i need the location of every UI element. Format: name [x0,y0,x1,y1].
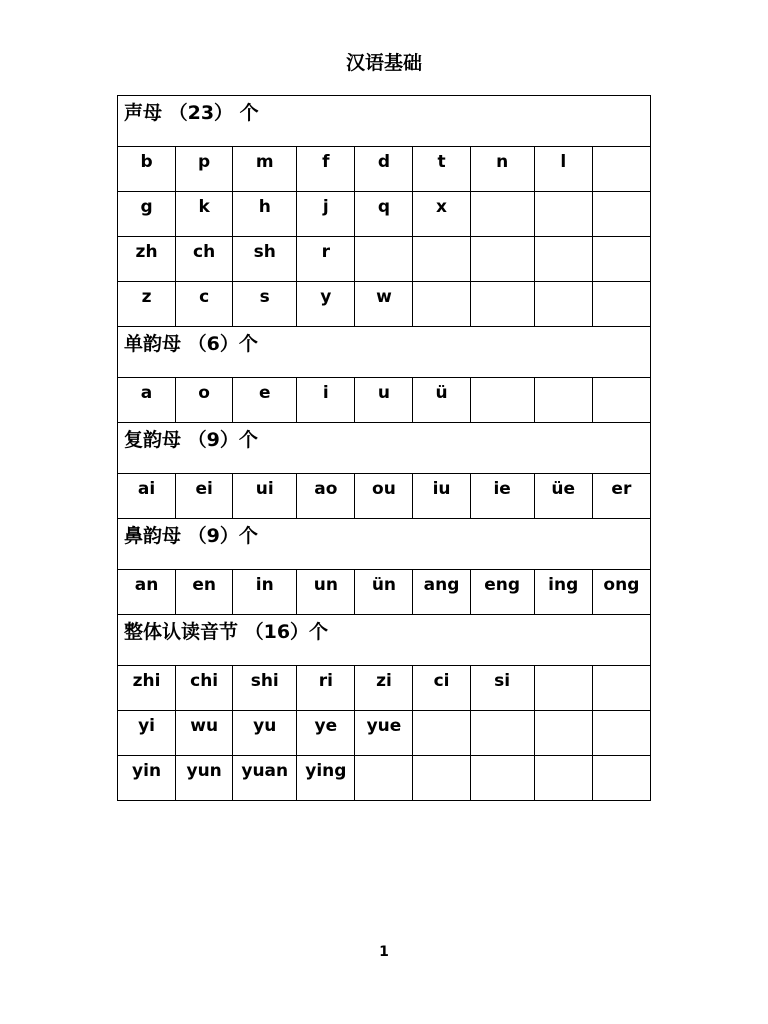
pinyin-cell [470,237,534,282]
pinyin-cell: l [534,147,592,192]
table-row [118,237,651,282]
pinyin-cell [534,756,592,801]
section-header-row [118,96,651,147]
table-row [118,282,651,327]
section-header-row [118,615,651,666]
pinyin-cell: ün [355,570,413,615]
pinyin-cell [413,756,470,801]
pinyin-cell: ci [413,666,470,711]
pinyin-cell [592,756,650,801]
pinyin-cell: sh [233,237,297,282]
pinyin-cell [592,192,650,237]
pinyin-cell [470,711,534,756]
pinyin-cell: yin [118,756,176,801]
pinyin-cell: in [233,570,297,615]
pinyin-cell: i [297,378,355,423]
section-heading: 整体认读音节 （16）个 [118,615,651,666]
pinyin-cell: en [176,570,233,615]
section-header-row [118,519,651,570]
pinyin-cell: j [297,192,355,237]
pinyin-cell: er [592,474,650,519]
table-row [118,570,651,615]
pinyin-cell: b [118,147,176,192]
pinyin-cell: ai [118,474,176,519]
pinyin-cell: si [470,666,534,711]
pinyin-cell: ie [470,474,534,519]
pinyin-cell: yuan [233,756,297,801]
pinyin-cell: un [297,570,355,615]
pinyin-cell: zhi [118,666,176,711]
table-row [118,756,651,801]
pinyin-cell: p [176,147,233,192]
pinyin-cell: z [118,282,176,327]
pinyin-cell: w [355,282,413,327]
pinyin-cell [470,192,534,237]
pinyin-cell: m [233,147,297,192]
pinyin-cell: yu [233,711,297,756]
table-row [118,378,651,423]
pinyin-cell [592,282,650,327]
pinyin-cell: x [413,192,470,237]
pinyin-cell [470,756,534,801]
section-heading: 复韵母 （9）个 [118,423,651,474]
pinyin-cell: d [355,147,413,192]
pinyin-cell: ong [592,570,650,615]
pinyin-cell: ri [297,666,355,711]
pinyin-cell [592,147,650,192]
pinyin-cell: yun [176,756,233,801]
pinyin-cell: e [233,378,297,423]
pinyin-cell: f [297,147,355,192]
pinyin-cell: h [233,192,297,237]
pinyin-cell: ye [297,711,355,756]
pinyin-cell: g [118,192,176,237]
pinyin-cell [592,378,650,423]
pinyin-cell [413,282,470,327]
pinyin-cell [592,711,650,756]
pinyin-cell: s [233,282,297,327]
pinyin-cell [470,282,534,327]
pinyin-cell [534,192,592,237]
pinyin-cell: c [176,282,233,327]
pinyin-cell: y [297,282,355,327]
pinyin-cell: zi [355,666,413,711]
pinyin-cell: ying [297,756,355,801]
pinyin-cell [592,666,650,711]
pinyin-cell: u [355,378,413,423]
pinyin-cell: an [118,570,176,615]
section-heading: 单韵母 （6）个 [118,327,651,378]
pinyin-cell: ü [413,378,470,423]
section-header-row [118,423,651,474]
pinyin-cell [355,237,413,282]
pinyin-cell: r [297,237,355,282]
pinyin-cell [355,756,413,801]
table-row [118,474,651,519]
pinyin-cell [592,237,650,282]
pinyin-cell: ou [355,474,413,519]
pinyin-cell: ch [176,237,233,282]
pinyin-cell: ei [176,474,233,519]
table-row [118,666,651,711]
pinyin-cell: eng [470,570,534,615]
pinyin-cell: o [176,378,233,423]
pinyin-cell [534,282,592,327]
pinyin-cell: zh [118,237,176,282]
pinyin-cell: shi [233,666,297,711]
pinyin-cell: ing [534,570,592,615]
table-row [118,192,651,237]
pinyin-table [117,95,651,801]
pinyin-cell [413,237,470,282]
pinyin-cell: üe [534,474,592,519]
pinyin-cell: iu [413,474,470,519]
pinyin-cell [534,237,592,282]
pinyin-cell: wu [176,711,233,756]
page-number: 1 [379,944,389,960]
pinyin-cell [534,666,592,711]
section-heading: 鼻韵母 （9）个 [118,519,651,570]
table-row [118,711,651,756]
pinyin-cell: n [470,147,534,192]
section-heading: 声母 （23） 个 [118,96,651,147]
pinyin-cell [534,711,592,756]
pinyin-cell [413,711,470,756]
pinyin-cell [534,378,592,423]
pinyin-cell: a [118,378,176,423]
pinyin-cell: t [413,147,470,192]
pinyin-cell: yi [118,711,176,756]
pinyin-cell: chi [176,666,233,711]
pinyin-cell: q [355,192,413,237]
pinyin-cell [470,378,534,423]
pinyin-cell: k [176,192,233,237]
pinyin-cell: ang [413,570,470,615]
table-row [118,147,651,192]
pinyin-cell: ao [297,474,355,519]
pinyin-cell: yue [355,711,413,756]
pinyin-cell: ui [233,474,297,519]
document-title: 汉语基础 [345,52,422,74]
section-header-row [118,327,651,378]
